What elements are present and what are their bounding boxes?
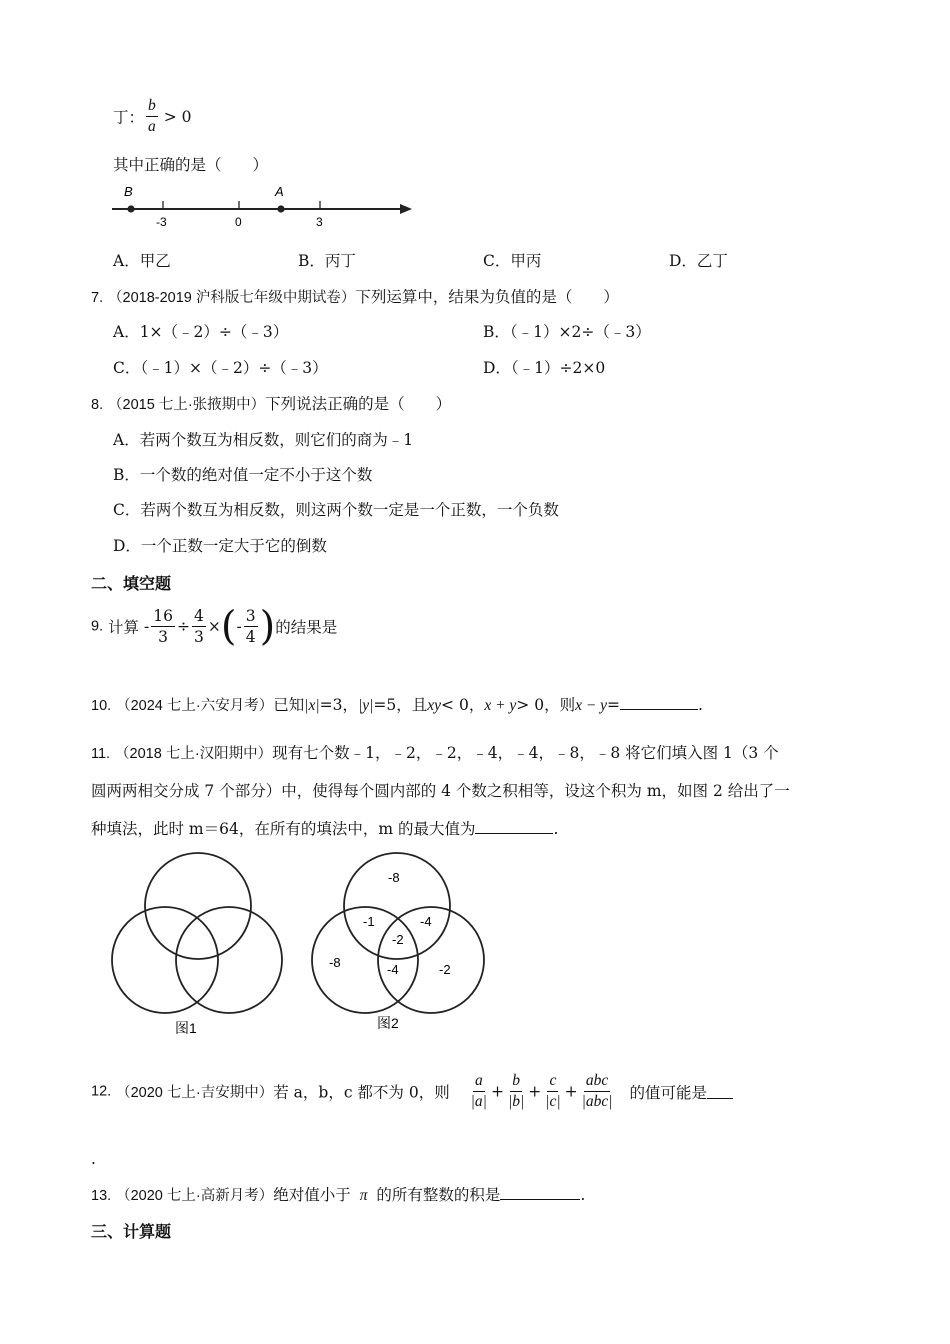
q11-line-3 — [91, 817, 558, 839]
q8-text: 下列说法正确的是（ ） — [265, 395, 452, 413]
q12-t2-num: b — [510, 1071, 522, 1092]
q13-end: . — [580, 1186, 586, 1204]
q10-end: . — [698, 696, 703, 714]
q6-option-a[interactable]: A．甲乙 — [113, 252, 171, 270]
q11-number: 11. — [91, 746, 111, 762]
fig1-label: 图1 — [175, 1020, 197, 1036]
q10-ask: x − y — [575, 697, 608, 714]
q13-number: 13. — [91, 1188, 112, 1204]
q12-term-1 — [469, 1071, 489, 1112]
q10-number: 10. — [91, 698, 112, 714]
q9-f1-den: 3 — [158, 628, 169, 646]
q9-f2-num: 4 — [193, 607, 204, 625]
q6-option-c[interactable]: C．甲丙 — [483, 252, 542, 270]
fig2-value-upper-right: -4 — [420, 914, 432, 929]
q12-t1-den: |a| — [470, 1093, 487, 1110]
section-fill-in-heading: 二、填空题 — [91, 574, 172, 593]
q9-right-paren: ) — [259, 603, 276, 650]
q13-pi: π — [359, 1187, 368, 1204]
q9-div: ÷ — [176, 617, 190, 636]
q9-f2-den: 3 — [193, 628, 204, 646]
q12-plus-3: + — [564, 1082, 578, 1101]
q7-option-b[interactable]: B．（﹣1）×2÷（﹣3） — [483, 323, 651, 341]
q13-stem — [91, 1183, 585, 1205]
q9-times: × — [207, 617, 221, 636]
q10-stem — [91, 693, 703, 715]
q12-term-3 — [543, 1071, 562, 1112]
q9-f1-num: 16 — [153, 607, 173, 625]
q12-source: （2020 七上·吉安期中） — [116, 1085, 274, 1101]
ding-label: 丁： — [113, 108, 145, 127]
q12-term-4 — [580, 1071, 615, 1112]
q12-t3-den: |c| — [545, 1093, 561, 1110]
q8-stem — [91, 392, 451, 414]
q12-number: 12. — [91, 1083, 112, 1100]
q12-answer-blank[interactable] — [707, 1084, 733, 1099]
q10-abs-y: |y| — [358, 697, 374, 714]
q10-eq2: =5，且 — [373, 696, 428, 714]
q10-eq3: = — [607, 696, 621, 714]
q13-answer-blank[interactable] — [500, 1185, 580, 1200]
q8-option-c[interactable]: C．若两个数互为相反数，则这两个数一定是一个正数，一个负数 — [113, 501, 559, 519]
point-B — [127, 205, 134, 212]
fig2-value-left: -8 — [329, 955, 341, 970]
q12-term-2 — [506, 1071, 526, 1112]
q10-abs-x: |x| — [304, 697, 320, 714]
q7-option-c[interactable]: C．（﹣1）×（﹣2）÷（﹣3） — [113, 359, 328, 377]
fig1-circle-right — [176, 907, 282, 1013]
q11-text-1: 现有七个数﹣1，﹣2，﹣2，﹣4，﹣4，﹣8，﹣8 将它们填入图 1（3 个 — [272, 744, 779, 762]
q9-number: 9. — [91, 618, 104, 635]
q9-tail: 的结果是 — [275, 618, 338, 637]
q11-line-2: 圆两两相交分成 7 个部分）中，使得每个圆内部的 4 个数之积相等，设这个积为 m，如图 2 给出了一 — [91, 782, 790, 800]
fig2-value-upper-left: -1 — [363, 914, 375, 929]
number-line-figure — [108, 180, 418, 230]
q6-ding-statement — [113, 96, 192, 137]
tick-label-3: 3 — [316, 215, 323, 229]
q7-text: 下列运算中，结果为负值的是（ ） — [355, 288, 619, 306]
q12-t4-den: |abc| — [581, 1093, 613, 1110]
q10-source: （2024 七上·六安月考） — [116, 698, 274, 714]
fig2-label: 图2 — [377, 1015, 399, 1031]
q12-text: 若 a，b，c 都不为 0，则 — [273, 1083, 450, 1102]
q7-option-d[interactable]: D．（﹣1）÷2×0 — [483, 359, 606, 377]
q12-t3-num: c — [547, 1071, 558, 1092]
venn-figures — [105, 850, 495, 1040]
q7-source: （2018-2019 沪科版七年级中期试卷） — [108, 290, 356, 306]
q10-cond1: xy — [427, 697, 442, 714]
tick-label-minus-3: -3 — [156, 215, 167, 229]
fig1-circle-left — [112, 907, 218, 1013]
q13-text: 绝对值小于 — [273, 1186, 351, 1204]
q6-option-b[interactable]: B．丙丁 — [298, 252, 356, 270]
q12-plus-2: + — [528, 1082, 542, 1101]
q10-text1: 已知 — [273, 696, 305, 714]
q13-text2: 的所有整数的积是 — [376, 1186, 501, 1204]
fig2-value-bottom: -4 — [387, 962, 399, 977]
q9-f3-den: 4 — [245, 628, 256, 646]
q7-option-a[interactable]: A．1×（﹣2）÷（﹣3） — [113, 323, 289, 341]
q12-t2-den: |b| — [507, 1093, 525, 1110]
q6-option-d[interactable]: D．乙丁 — [669, 252, 728, 270]
q13-source: （2020 七上·高新月考） — [116, 1188, 274, 1204]
q9-fraction-2 — [192, 606, 206, 647]
q6-prompt: 其中正确的是（ ） — [113, 156, 269, 174]
q12-t4-num: abc — [584, 1071, 610, 1092]
q10-lt0: < 0， — [441, 696, 485, 714]
ding-fraction — [146, 96, 158, 137]
q12-t1-num: a — [473, 1071, 485, 1092]
q12-stem — [91, 1071, 733, 1112]
ding-relation: > 0 — [163, 107, 192, 126]
q10-cond2: x + y — [484, 697, 517, 714]
tick-label-0: 0 — [235, 215, 242, 229]
q12-trailing-dot: . — [91, 1150, 96, 1168]
fig2-value-center: -2 — [392, 932, 404, 947]
q9-minus: - — [143, 617, 150, 636]
q11-line-1 — [91, 741, 779, 763]
q7-stem — [91, 285, 619, 307]
q9-fraction-3 — [244, 606, 258, 647]
q8-option-d[interactable]: D．一个正数一定大于它的倒数 — [113, 537, 327, 555]
q9-f3-num: 3 — [245, 607, 256, 625]
point-A — [277, 205, 284, 212]
section-calculation-heading: 三、计算题 — [91, 1222, 172, 1241]
q8-number: 8. — [91, 397, 104, 413]
q8-source: （2015 七上·张掖期中） — [108, 397, 266, 413]
q12-plus-1: + — [490, 1082, 504, 1101]
q9-stem — [91, 603, 338, 650]
q9-fraction-1 — [151, 606, 175, 647]
q9-neg: - — [236, 617, 242, 636]
q11-answer-blank[interactable] — [475, 819, 553, 834]
q9-lead: 计算 — [108, 618, 140, 637]
q11-text-3: 种填法，此时 m＝64，在所有的填法中，m 的最大值为 — [91, 820, 476, 838]
q12-tail: 的值可能是 — [629, 1083, 707, 1102]
q8-option-b[interactable]: B．一个数的绝对值一定不小于这个数 — [113, 466, 373, 484]
q11-end: . — [553, 820, 559, 838]
label-A: A — [275, 184, 284, 199]
fig2-value-top: -8 — [388, 870, 400, 885]
fig1-circle-top — [145, 853, 251, 959]
ding-num: b — [146, 96, 158, 117]
number-line-arrow-icon — [400, 204, 412, 214]
ding-den: a — [148, 118, 156, 135]
q9-left-paren: ( — [220, 603, 237, 650]
q10-gt0: > 0，则 — [516, 696, 576, 714]
figure-1 — [112, 853, 282, 1013]
q10-answer-blank[interactable] — [620, 695, 698, 710]
q8-option-a[interactable]: A．若两个数互为相反数，则它们的商为﹣1 — [113, 431, 414, 449]
q10-eq1: =3， — [319, 696, 359, 714]
label-B: B — [124, 184, 133, 199]
q7-number: 7. — [91, 290, 104, 306]
fig2-value-right: -2 — [439, 962, 451, 977]
q11-source: （2018 七上·汉阳期中） — [115, 746, 273, 762]
